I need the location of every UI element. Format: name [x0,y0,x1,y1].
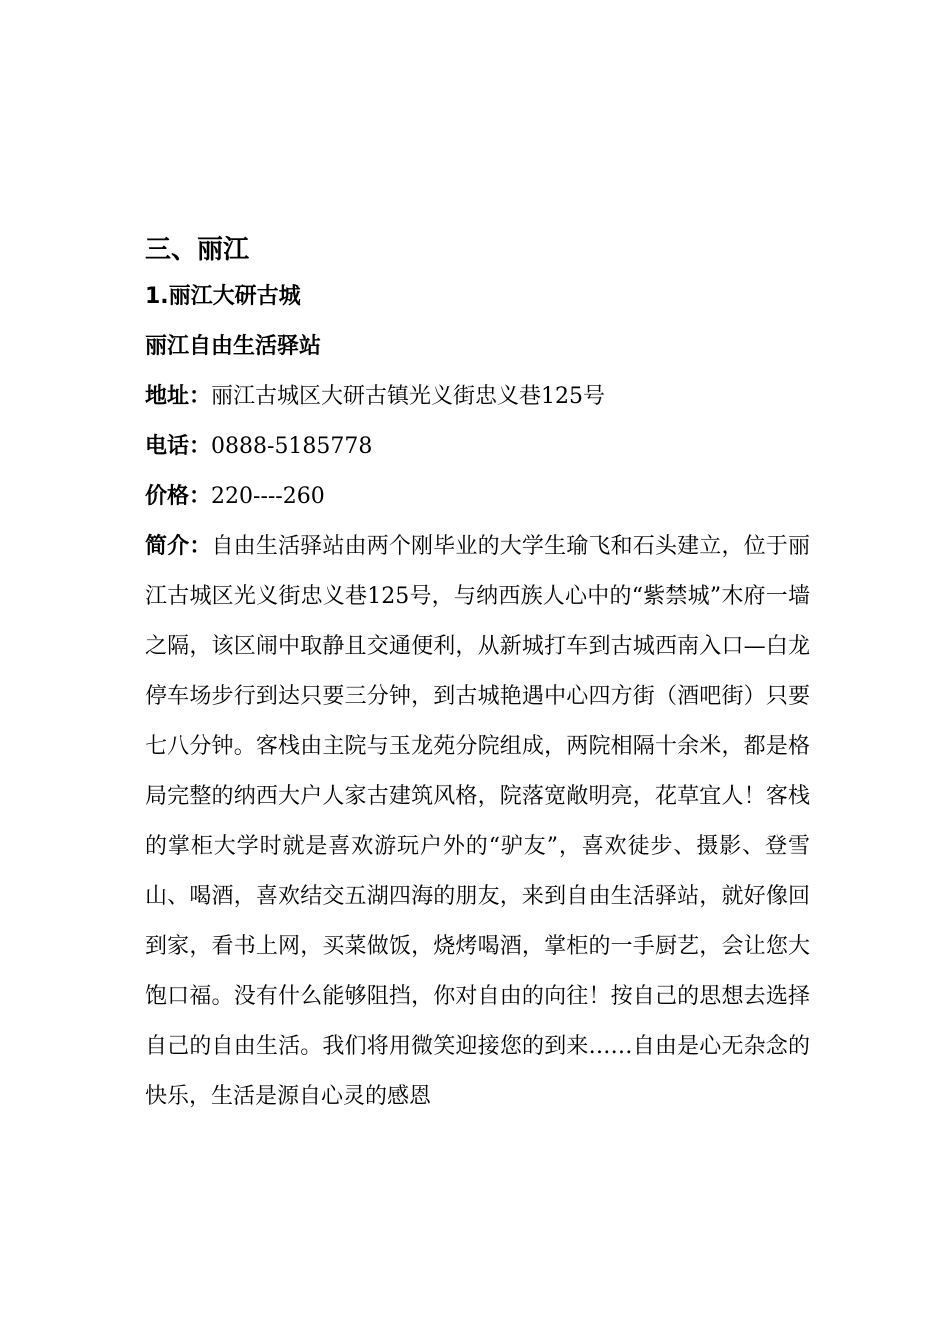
address-label: 地址： [145,384,212,409]
intro-label: 简介： [145,534,212,559]
address-line [145,372,810,422]
hostel-name: 丽江自由生活驿站 [145,334,322,359]
subsection-title: 1.丽江大研古城 [145,284,301,309]
intro-text: 自由生活驿站由两个刚毕业的大学生瑜飞和石头建立，位于丽江古城区光义街忠义巷125号，与纳西族人心中的“紫禁城”木府一墙之隔，该区闹中取静且交通便利，从新城打车到古城西南入口—白龙停车场步行到达只要三分钟，到古城艳遇中心四方街（酒吧街）只要七八分钟。客栈由主院与玉龙苑分院组成，两院相隔十余米，都是格局完整的纳西大户人家古建筑风格，院落宽敞明亮，花草宜人！客栈的掌柜大学时就是喜欢游玩户外的“驴友”，喜欢徒步、摄影、登雪山、喝酒，喜欢结交五湖四海的朋友，来到自由生活驿站，就好像回到家，看书上网，买菜做饭，烧烤喝酒，掌柜的一手厨艺，会让您大饱口福。没有什么能够阻挡，你对自由的向往！按自己的思想去选择自己的自由生活。我们将用微笑迎接您的到来……自由是心无杂念的快乐，生活是源自心灵的感恩 [145,534,810,1109]
section-title: 三、丽江 [145,235,250,265]
price-label: 价格： [145,484,212,509]
phone-line [145,422,810,472]
phone-label: 电话： [145,434,212,459]
phone-value: 0888-5185778 [211,434,373,459]
intro-paragraph [145,522,810,1122]
price-value: 220----260 [211,484,325,509]
price-line [145,472,810,522]
document-page [145,228,810,1122]
address-value: 丽江古城区大研古镇光义街忠义巷125号 [211,384,606,409]
